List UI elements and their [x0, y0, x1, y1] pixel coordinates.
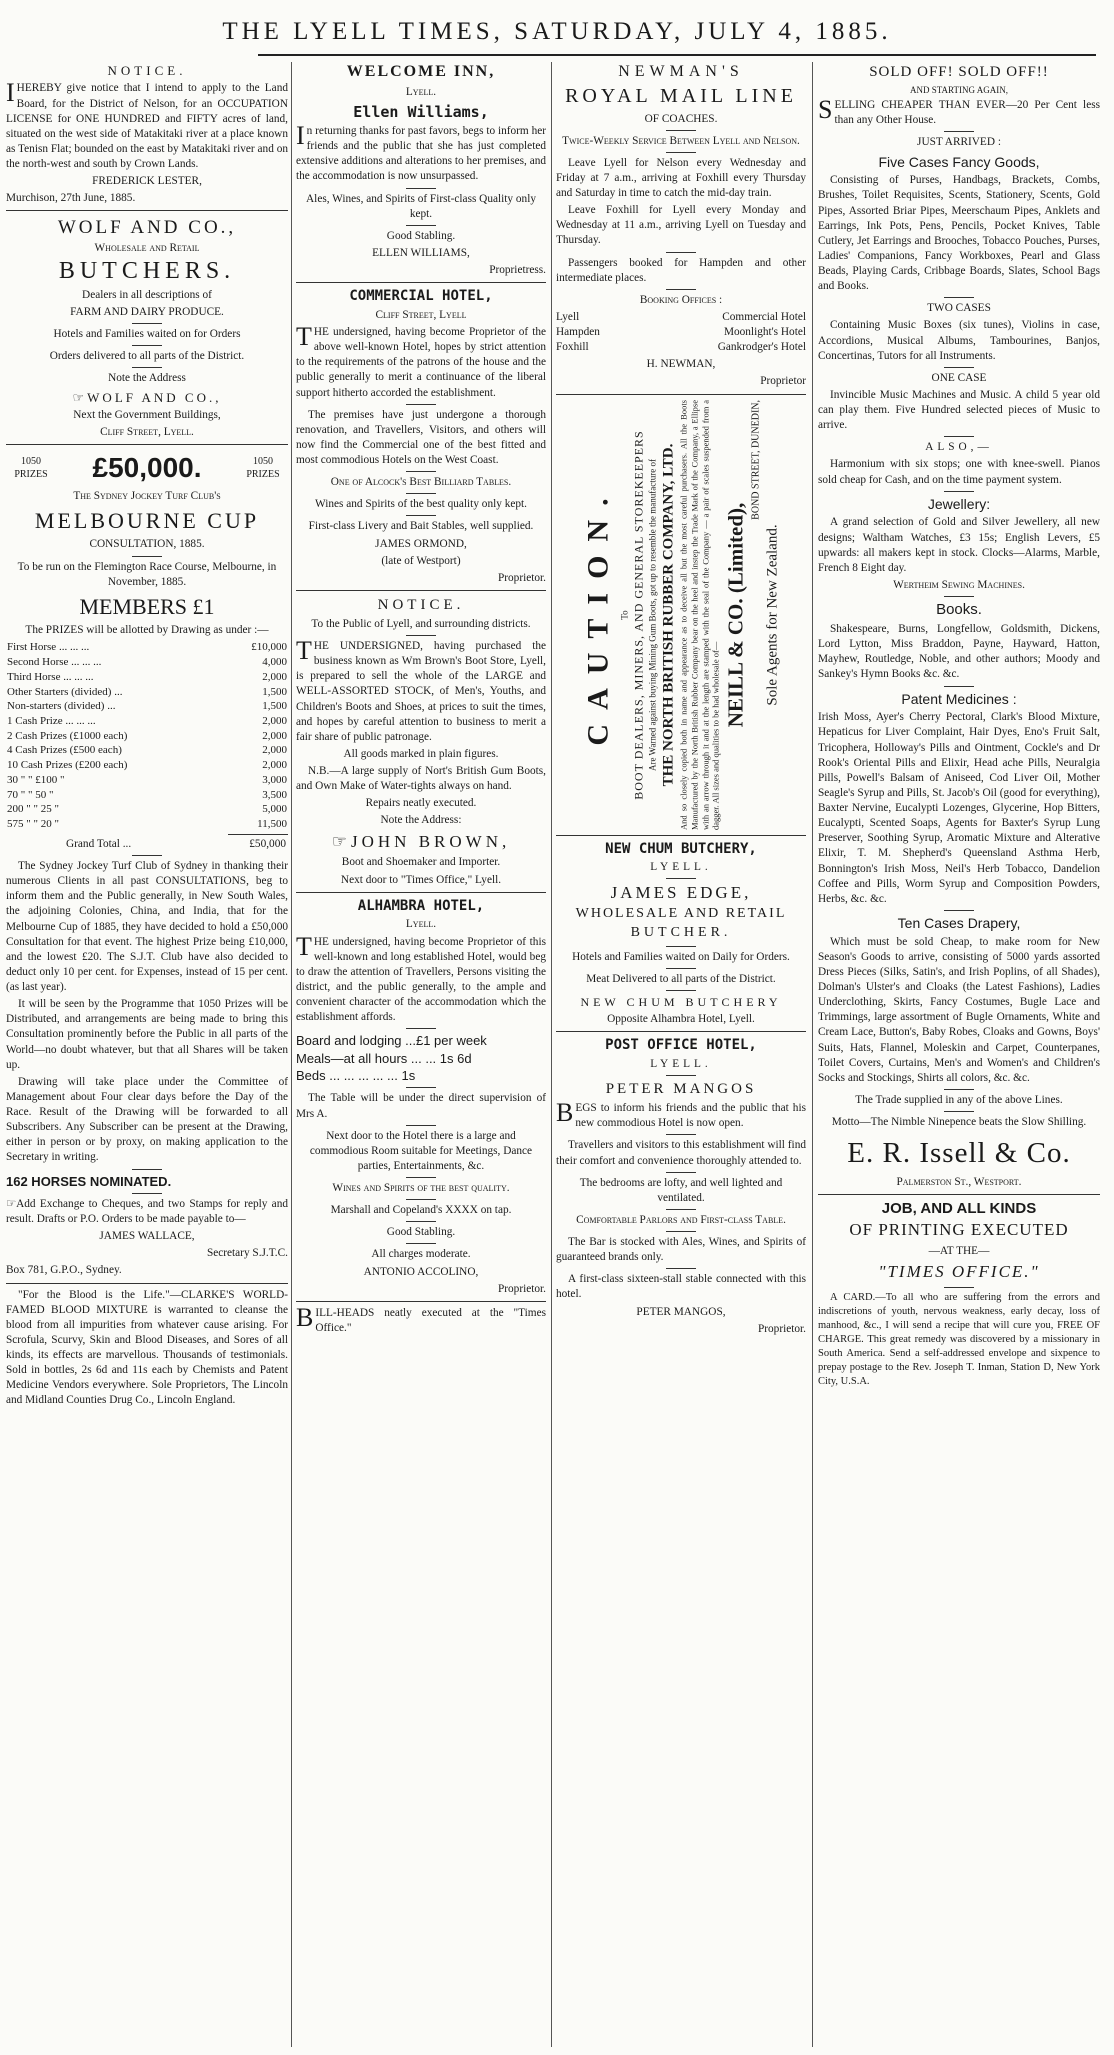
dash — [944, 1287, 974, 1288]
caution-address: BOND STREET, DUNEDIN, — [750, 399, 762, 520]
newman-heading: NEWMAN'S — [618, 63, 744, 80]
dash — [666, 1172, 696, 1173]
prizes-left: 1050 PRIZES — [14, 455, 48, 481]
prizes-right: 1050 PRIZES — [246, 455, 280, 481]
prize-value: 4,000 — [262, 656, 287, 669]
prize-value: 2,000 — [262, 715, 287, 728]
prizes-banner — [6, 449, 288, 487]
beds-line: Beds ... ... ... ... ... 1s — [296, 1068, 416, 1084]
commercial-billiard: One of Alcock's Best Billiard Tables. — [330, 476, 512, 489]
prize-value: 1,500 — [262, 700, 287, 713]
commercial-livery: First-class Livery and Bait Stables, well supplied. — [308, 520, 534, 533]
wertheim: Wertheim Sewing Machines. — [893, 578, 1025, 591]
one-case-heading: ONE CASE — [931, 371, 987, 384]
wolf-line: Hotels and Families waited on for Orders — [53, 328, 241, 341]
column-divider — [812, 62, 813, 2047]
newman-proprietor: Proprietor — [760, 375, 806, 388]
post-office-location: LYELL. — [650, 1057, 712, 1070]
notice2-to: To the Public of Lyell, and surrounding districts. — [311, 617, 531, 630]
notice-signature: FREDERICK LESTER, — [92, 175, 202, 188]
section-rule — [296, 282, 546, 283]
prize-row — [6, 758, 288, 773]
dash — [944, 596, 974, 597]
dash — [406, 404, 436, 405]
prize-row — [6, 817, 288, 832]
commercial-body: The premises have just undergone a thorough renovation, and Travellers, Visitors, and others will now find the Commercial one of the best fitted and most commodious Hotels on the West Coast. — [296, 408, 546, 467]
caution-to: To — [619, 609, 630, 620]
dash — [132, 556, 162, 557]
column-4 — [818, 62, 1100, 2047]
newchum-repeat: NEW CHUM BUTCHERY — [580, 994, 782, 1009]
prize-value: 2,000 — [262, 729, 287, 742]
section-rule — [6, 1283, 288, 1284]
dash — [132, 855, 162, 856]
jewellery-body: A grand selection of Gold and Silver Jewellery, all new designs; Waltham Watches, £3 15s; English Levers, £5 upwards: all makers kept in stock. Clocks—Alarms, Marble, French 8 Eight day. — [818, 516, 1100, 574]
wallace-box: Box 781, G.P.O., Sydney. — [6, 1264, 122, 1277]
horses-nominated: 162 HORSES NOMINATED. — [6, 1173, 172, 1189]
leave-foxhill: Leave Foxhill for Lyell every Monday and Wednesday at 11 a.m., arriving Lyell on Tuesday and Thursday. — [556, 204, 806, 247]
alhambra-line: Good Stabling. — [386, 1226, 456, 1239]
one-case-body: Invincible Music Machines and Music. A child 5 year old can play them. Five Hundred selected pieces of Music to arrive. — [818, 388, 1100, 432]
at-the: —AT THE— — [928, 1245, 990, 1258]
prize-value: 2,000 — [262, 759, 287, 772]
grand-total — [6, 837, 288, 852]
notice2-line: N.B.—A large supply of Nort's British Gum Boots, and Own Make of Water-tights always on hand. — [296, 765, 546, 793]
prize-label: Third Horse ... ... ... — [7, 670, 94, 683]
dash — [132, 1193, 162, 1194]
dash — [406, 188, 436, 189]
prize-row — [6, 788, 288, 803]
booking-place: Commercial Hotel — [722, 310, 806, 323]
booking-offices: Booking Offices : — [639, 293, 723, 306]
newchum-line: Meat Delivered to all parts of the District. — [586, 972, 776, 985]
peter-body: Travellers and visitors to this establishment will find their comfort and convenience thoroughly attended to. — [556, 1139, 806, 1167]
selling-cheaper: SELLING CHEAPER THAN EVER—20 Per Cent less than any Other House. — [818, 95, 1100, 127]
welcome-heading: WELCOME INN, — [346, 63, 496, 80]
sjtc-line: The Sydney Jockey Turf Club's — [73, 489, 221, 502]
wolf-line: Orders delivered to all parts of the District. — [49, 350, 245, 363]
masthead-title: THE LYELL TIMES, SATURDAY, JULY 4, 1885. — [222, 18, 892, 45]
dash — [666, 252, 696, 253]
blood-mixture-ad: "For the Blood is the Life."—CLARKE'S WORLD-FAMED BLOOD MIXTURE is warranted to cleanse the blood from all impurities from whatever cause arising. For Scrofula, Scurvy, Skin and Blood Diseases, and Sores of all kinds, its effects are marvellous. Thousands of testimonials. Sold in bottles, 2s 6d and 11s each by Chemists and Patent Medicine Vendors everywhere. Sole Proprietors, The Lincoln and Midland Counties Drug Co., Lincoln England. — [6, 1288, 288, 1407]
prize-label: 200 " " 25 " — [7, 803, 59, 816]
sydney-paragraph: The Sydney Jockey Turf Club of Sydney in thanking their numerous Clients in all past CONSULTATIONS, beg to inform them and the Public generally, in New South Wales, the adjoining Colonies, China, and India, that for the Melbourne Cup of 1885, they have decided to hold a £50,000 Consultation for that event. The highest Prize being £10,000, and the lowest £20. The S.J.T. Club have also decided to deduct only 10 per cent. for Expenses, instead of 15 per cent. (as last year). — [6, 860, 288, 994]
prize-value: 2,000 — [262, 744, 287, 757]
alhambra-line: Marshall and Copeland's XXXX on tap. — [330, 1204, 512, 1217]
wolf-heading: WOLF AND CO., — [57, 217, 237, 239]
alhambra-heading: ALHAMBRA HOTEL, — [357, 897, 485, 914]
dash — [406, 493, 436, 494]
run-on: To be run on the Flemington Race Course, Melbourne, in November, 1885. — [17, 560, 277, 588]
prize-label: 2 Cash Prizes (£1000 each) — [7, 729, 128, 742]
five-cases-body: Consisting of Purses, Handbags, Brackets, Combs, Brushes, Toilet Requisites, Scents, Stationery, Scents, Gold Pipes, Assorted Briar Pipes, Meerschaum Pipes, Anklets and Earrings, Ink Pots, Pens, Pencils, Pocket Knives, Table Cutlery, Jet Earrings and Brooches, Tobacco Pouches, Purses, Ladies' Companions, Fancy Workboxes, Pearl and Glass Beads, Playing Cards, Cribbage Boards, Slates, School Bags and Books. — [818, 174, 1100, 293]
dash — [666, 990, 696, 991]
caution-rotated-block — [579, 400, 784, 830]
peter-mangos-heading: PETER MANGOS — [605, 1081, 757, 1098]
prize-label: 1 Cash Prize ... ... ... — [7, 715, 96, 728]
butcher: BUTCHER. — [630, 924, 732, 940]
dash — [666, 1268, 696, 1269]
welcome-ales: Ales, Wines, and Spirits of First-class Quality only kept. — [306, 192, 536, 220]
notice2-next: Next door to "Times Office," Lyell. — [340, 873, 502, 886]
prize-label: Other Starters (divided) ... — [7, 685, 123, 698]
drapery-body: Which must be sold Cheap, to make room for New Season's Goods to arrive, consisting of 5000 yards assorted Dress Pieces (Silks, Satin's, and Irish Poplins, of all Shades), Dolman's Ulster's and Cloaks (the Latest Fashions), Ladies Underclothing, Skirts, Fancy Costumes, Bugle Lace and Trimmings, large assortment of Bugle Ornaments, White and Cream Lace, Button's, Baby Robes, Cloaks and Gowns, Boys' Suits, Hats, Flannel, Moleskin and Carpet, Counterpanes, Toilet Covers, Curtains, Men's and Women's and Children's Socks and Stockings, Shirts all colors, &c. &c. — [818, 935, 1100, 1084]
prize-label: 10 Cash Prizes (£200 each) — [7, 759, 128, 772]
dash — [406, 1087, 436, 1088]
dash — [406, 471, 436, 472]
section-rule — [296, 590, 546, 591]
wolf-line: Dealers in all descriptions of — [82, 288, 212, 301]
dash — [132, 367, 162, 368]
masthead-rule — [258, 54, 1096, 56]
dash — [666, 968, 696, 969]
ellen-williams: Ellen Williams, — [353, 102, 489, 121]
prize-value: 1,500 — [262, 685, 287, 698]
welcome-location: Lyell. — [405, 85, 437, 98]
members-price: MEMBERS £1 — [79, 593, 215, 619]
section-rule — [6, 210, 288, 211]
alhambra-line: The Table will be under the direct supervision of Mrs A. — [296, 1092, 546, 1120]
prize-row — [6, 670, 288, 685]
card-ad: A CARD.—To all who are suffering from the errors and indiscretions of youth, nervous weakness, early decay, loss of manhood, &c., I will send a recipe that will cure you, FREE OF CHARGE. This great remedy was discovered by a missionary in South America. Send a self-addressed envelope and sixpence to prepay postage to the Rev. Joseph T. Inman, Station D, New York City, U.S.A. — [818, 1291, 1100, 1388]
alhambra-line: Wines and Spirits of the best quality. — [332, 1182, 510, 1195]
drapery-heading: Ten Cases Drapery, — [897, 914, 1021, 931]
post-office-heading: POST OFFICE HOTEL, — [605, 1037, 757, 1054]
two-cases-body: Containing Music Boxes (six tunes), Violins in case, Accordions, Musical Albums, Tambourines, Banjos, Concertinas, Tutors for all Instruments. — [818, 319, 1100, 362]
also-body: Harmonium with six stops; one with knee-swell. Pianos sold cheap for Cash, and on the time payment system. — [818, 458, 1100, 486]
column-2 — [296, 62, 546, 2047]
also-heading: ALSO,— — [925, 441, 993, 454]
dash — [132, 345, 162, 346]
peter-body: Comfortable Parlors and First-class Table. — [576, 1213, 786, 1226]
prizes-amount: £50,000. — [92, 452, 202, 484]
wolf-line: FARM AND DAIRY PRODUCE. — [70, 306, 224, 319]
prize-label: 4 Cash Prizes (£500 each) — [7, 744, 122, 757]
commercial-wines: Wines and Spirits of the best quality only kept. — [315, 498, 527, 511]
caution-title: CAUTION. — [581, 484, 615, 746]
prize-row — [6, 714, 288, 729]
grand-total-label: Grand Total ... — [66, 837, 132, 850]
royal-mail-line: ROYAL MAIL LINE — [565, 84, 797, 107]
just-arrived: JUST ARRIVED : — [917, 136, 1001, 149]
prize-label: Second Horse ... ... ... — [7, 656, 102, 669]
commercial-body: THE undersigned, having become Proprietor of the above well-known Hotel, hopes by strict attention to the requirements of the patrons of the house and the public generally to merit a continuance of the liberal support hitherto accorded the establishment. — [296, 322, 546, 399]
sydney-paragraph: It will be seen by the Programme that 1050 Prizes will be Distributed, and arrangements are being made to bring this Consultation prominently before the Public in all parts of the World—no doubt whatever, but that all Shares will be taken up. — [6, 998, 288, 1071]
column-1 — [6, 62, 288, 2047]
leave-lyell: Leave Lyell for Nelson every Wednesday and Friday at 7 a.m., arriving at Foxhill every Thursday and Saturday in time to catch the mid-day train. — [556, 156, 806, 200]
caution-body: And so closely copied both in name and appearance as to deceive all but the most careful purchasers. All the Boots Manufactured by the North British Rubber Company bear on the heel and instep the Trade Mark of the Company, a Ellipse with an arrow through it and at the length are stamped with the seal of the Company — a pair of scales suspended from a dagger. All sizes and qualities to be had wholesale of— — [679, 399, 722, 830]
dash — [406, 225, 436, 226]
issell-name: E. R. Issell & Co. — [847, 1137, 1071, 1170]
grand-total-value: £50,000 — [249, 837, 286, 850]
notice2-heading: NOTICE. — [377, 596, 465, 613]
booking-row — [556, 310, 806, 325]
commercial-proprietor: Proprietor. — [497, 571, 546, 584]
jewellery-heading: Jewellery: — [927, 495, 991, 512]
wolf-subheading: Wholesale and Retail — [94, 241, 200, 254]
dash — [132, 323, 162, 324]
booking-offices-list — [556, 310, 806, 355]
column-divider — [291, 62, 292, 2047]
dash — [406, 1221, 436, 1222]
caution-notice — [556, 394, 806, 836]
total-rule — [228, 834, 288, 835]
booking-place: Gankrodger's Hotel — [717, 341, 806, 354]
notice2-line: All goods marked in plain figures. — [343, 747, 499, 760]
allotted: The PRIZES will be allotted by Drawing as under :— — [25, 624, 269, 637]
bill-heads-ad: BILL-HEADS neatly executed at the "Times Office." — [296, 1302, 546, 1334]
dash — [944, 367, 974, 368]
peter-body: The Bar is stocked with Ales, Wines, and Spirits of guaranteed brands only. — [556, 1236, 806, 1264]
section-rule — [296, 1301, 546, 1302]
dash — [406, 1028, 436, 1029]
times-office: "TIMES OFFICE." — [878, 1262, 1040, 1282]
dash — [944, 297, 974, 298]
dash — [944, 686, 974, 687]
newman-signature: H. NEWMAN, — [646, 358, 716, 371]
prize-value: 5,000 — [262, 803, 287, 816]
booking-town: Foxhill — [556, 341, 589, 354]
trade-line: The Trade supplied in any of the above Lines. — [855, 1093, 1063, 1106]
alhambra-location: Lyell. — [405, 918, 437, 931]
prize-row — [6, 655, 288, 670]
newchum-heading: NEW CHUM BUTCHERY, — [605, 840, 757, 857]
prize-label: 30 " " £100 " — [7, 773, 65, 786]
dash — [406, 1243, 436, 1244]
prize-value: 2,000 — [262, 670, 287, 683]
peter-body: BEGS to inform his friends and the public that his new commodious Hotel is now open. — [556, 1098, 806, 1130]
john-brown: ☞JOHN BROWN, — [331, 831, 511, 851]
patent-body: Irish Moss, Ayer's Cherry Pectoral, Clark's Blood Mixture, Hepaticus for Liver Complaint, Hair Dyes, Eno's Fruit Salt, Tricophera, Holloway's Pills and Ointment, Cockle's and Dr Rook's Oriental Pills and Elixir, Head ache Pills, Neuralgia Pills, Powell's Balsam of Aniseed, Cod Liver Oil, Mother Seagle's Syrup and Pills, St. Jacob's Oil (good for everything), Baxter Nervine, Eucalypti Lozenges, Glycerine, Hop Bitters, Eucalypti, Scented Soaps, Agents for Baxter's Syrup Lung Preserver, Soothing Syrup, Aromatic Mixture and Alterative Elixir, T. M. Shepherd's Queensland Asthma Herb, Bonnington's Irish Moss, Neil's Herb Tobacco, Dandelion Coffee and Pills, Worm Syrup and Composition Powders, Herbs, &c. &c. — [818, 711, 1100, 905]
dash — [666, 152, 696, 153]
peter-proprietor: Proprietor. — [757, 1322, 806, 1335]
notice-heading: NOTICE. — [107, 63, 187, 78]
alhambra-body: THE undersigned, having become Proprietor of this well-known and long established Hotel, would beg to draw the attention of Travellers, Persons visiting the district, and the public generally, to the ample and convenient character of the accommodation which the establishment affords. — [296, 931, 546, 1024]
board-line: Board and lodging ...£1 per week — [296, 1033, 487, 1049]
dash — [944, 131, 974, 132]
newchum-location: LYELL. — [650, 861, 712, 874]
caution-warned: Are Warned against buying Mining Gum Boots, got up to resemble the manufacture of — [648, 458, 659, 771]
of-coaches: OF COACHES. — [644, 112, 718, 125]
wolf-line: Next the Government Buildings, — [73, 409, 221, 422]
wallace-name: JAMES WALLACE, — [99, 1230, 195, 1243]
dash — [944, 436, 974, 437]
notice2-line: Repairs neatly executed. — [365, 797, 477, 810]
prize-value: £10,000 — [251, 641, 287, 654]
prize-row — [6, 699, 288, 714]
welcome-signature: ELLEN WILLIAMS, — [372, 246, 470, 259]
newchum-line: Hotels and Families waited on Daily for Orders. — [572, 950, 790, 963]
booking-town: Hampden — [556, 326, 600, 339]
commercial-heading: COMMERCIAL HOTEL, — [349, 288, 493, 305]
dash — [944, 1089, 974, 1090]
dash — [666, 289, 696, 290]
welcome-proprietress: Proprietress. — [489, 264, 546, 277]
peter-body: A first-class sixteen-stall stable connected with this hotel. — [556, 1273, 806, 1301]
dash — [666, 130, 696, 131]
notice2-body: THE UNDERSIGNED, having purchased the business known as Wm Brown's Boot Store, Lyell, is prepared to sell the whole of the LARGE and WELL-ASSORTED STOCK, of Men's, Youths, and Children's Boots and Shoes, at prices to suit the times, and hopes by careful attention to business to merit a fair share of public patronage. — [296, 636, 546, 743]
job-heading: JOB, AND ALL KINDS — [881, 1200, 1037, 1218]
prize-value: 11,500 — [257, 818, 287, 831]
caution-company: THE NORTH BRITISH RUBBER COMPANY, LTD. — [661, 443, 678, 786]
commercial-late: (late of Westport) — [381, 554, 461, 567]
motto: Motto—The Nimble Ninepence beats the Slow Shilling. — [831, 1116, 1087, 1129]
prize-row — [6, 773, 288, 788]
issell-address: Palmerston St., Westport. — [896, 1176, 1022, 1189]
alhambra-line: Next door to the Hotel there is a large and commodious Room suitable for Meetings, Dance parties, Entertainments, &c. — [309, 1129, 533, 1172]
dash — [406, 515, 436, 516]
wolf-line: Note the Address — [108, 372, 186, 385]
books-body: Shakespeare, Burns, Longfellow, Goldsmith, Dickens, Lord Lytton, Miss Braddon, Payne, Hayward, Hatton, Mayhew, Routledge, Noble, and other authors; Moody and Sankey's Hymn Books &c. &c. — [818, 623, 1100, 681]
booking-row — [556, 340, 806, 355]
prize-value: 3,500 — [262, 788, 287, 801]
dash — [666, 1231, 696, 1232]
dash — [666, 878, 696, 879]
welcome-body: In returning thanks for past favors, begs to inform her friends and the public that she has just completed extensive additions and alterations to her premises, and the accommodation is now unsurpassed. — [296, 121, 546, 183]
notice2-trade: Boot and Shoemaker and Importer. — [341, 856, 501, 869]
james-edge: JAMES EDGE, — [610, 883, 752, 903]
prize-label: 70 " " 50 " — [7, 788, 54, 801]
newchum-opposite: Opposite Alhambra Hotel, Lyell. — [607, 1013, 755, 1026]
wolf-butchers: BUTCHERS. — [58, 257, 236, 284]
peter-body: The bedrooms are lofty, and well lighted and ventilated. — [579, 1176, 783, 1204]
caution-boot-dealers: BOOT DEALERS, MINERS, AND GENERAL STOREKEEPERS — [631, 429, 646, 800]
prize-label: 575 " " 20 " — [7, 818, 59, 831]
caution-sole-agents: Sole Agents for New Zealand. — [765, 524, 782, 706]
sydney-paragraph: Drawing will take place under the Committee of Management about Four clear days before the Day of the Race. Result of the Drawing will be forwarded to all Subscribers. Any Subscriber can be present at the Drawing, either in person or by proxy, on making application to the Secretary in writing. — [6, 1075, 288, 1164]
alhambra-proprietor: Proprietor. — [497, 1282, 546, 1295]
dash — [406, 635, 436, 636]
passengers: Passengers booked for Hampden and other intermediate places. — [556, 256, 806, 284]
commercial-signature: JAMES ORMOND, — [375, 537, 467, 550]
dash — [944, 910, 974, 911]
patent-heading: Patent Medicines : — [901, 690, 1017, 707]
welcome-stabling: Good Stabling. — [386, 229, 456, 242]
section-rule — [556, 1031, 806, 1032]
prize-label: Non-starters (divided) ... — [7, 700, 116, 713]
dash — [406, 1125, 436, 1126]
booking-place: Moonlight's Hotel — [723, 326, 806, 339]
wolf-line: Cliff Street, Lyell. — [100, 426, 194, 439]
prize-row — [6, 685, 288, 700]
exchange-note: ☞Add Exchange to Cheques, and two Stamps for reply and result. Drafts or P.O. Orders to be made payable to— — [6, 1197, 288, 1226]
dash — [406, 1177, 436, 1178]
notice2-line: Note the Address: — [380, 814, 462, 827]
prize-row — [6, 640, 288, 655]
meals-line: Meals—at all hours ... ... 1s 6d — [296, 1050, 472, 1066]
section-rule — [6, 444, 288, 445]
prize-row — [6, 743, 288, 758]
alhambra-line: All charges moderate. — [371, 1248, 471, 1261]
alhambra-signature: ANTONIO ACCOLINO, — [363, 1265, 479, 1278]
commercial-location: Cliff Street, Lyell — [375, 308, 467, 321]
section-rule — [296, 892, 546, 893]
dash — [944, 1111, 974, 1112]
dash — [666, 1209, 696, 1210]
column-3 — [556, 62, 806, 2047]
books-heading: Books. — [936, 601, 982, 619]
booking-town: Lyell — [556, 310, 580, 323]
twice-weekly: Twice-Weekly Service Between Lyell and Nelson. — [562, 134, 800, 147]
dash — [944, 491, 974, 492]
melbourne-cup: MELBOURNE CUP — [34, 507, 260, 533]
dash — [132, 1169, 162, 1170]
prize-row — [6, 802, 288, 817]
dash — [406, 1199, 436, 1200]
wholesale-retail: WHOLESALE AND RETAIL — [575, 906, 787, 922]
column-divider — [551, 62, 552, 2047]
dash — [666, 946, 696, 947]
wolf-address-name: ☞WOLF AND CO., — [72, 389, 222, 405]
prize-label: First Horse ... ... ... — [7, 641, 90, 654]
five-cases-heading: Five Cases Fancy Goods, — [878, 153, 1040, 170]
consultation: CONSULTATION, 1885. — [89, 538, 205, 551]
dash — [666, 1134, 696, 1135]
caution-neill: NEILL & CO. (Limited), — [723, 502, 748, 727]
prize-table — [6, 640, 288, 832]
booking-row — [556, 325, 806, 340]
peter-signature: PETER MANGOS, — [636, 1305, 726, 1318]
and-starting: AND STARTING AGAIN, — [910, 85, 1008, 96]
prize-value: 3,000 — [262, 773, 287, 786]
section-rule — [818, 1194, 1100, 1195]
notice-body: IHEREBY give notice that I intend to apply to the Land Board, for the District of Nelson, for an OCCUPATION LICENSE for ONE HUNDRED and FIFTY acres of land, situated on the west side of Matakitaki river at a place known as Tenisn Flat; bounded on the east by Matakitaki river and on the north-west and south by Crown Lands. — [6, 78, 288, 171]
printing-executed: OF PRINTING EXECUTED — [849, 1220, 1069, 1240]
two-cases-heading: TWO CASES — [927, 302, 991, 315]
wallace-title: Secretary S.J.T.C. — [206, 1247, 288, 1260]
dash — [666, 1075, 696, 1076]
notice-date: Murchison, 27th June, 1885. — [6, 192, 136, 205]
sold-off-heading: SOLD OFF! SOLD OFF!! — [869, 64, 1049, 80]
prize-row — [6, 729, 288, 744]
